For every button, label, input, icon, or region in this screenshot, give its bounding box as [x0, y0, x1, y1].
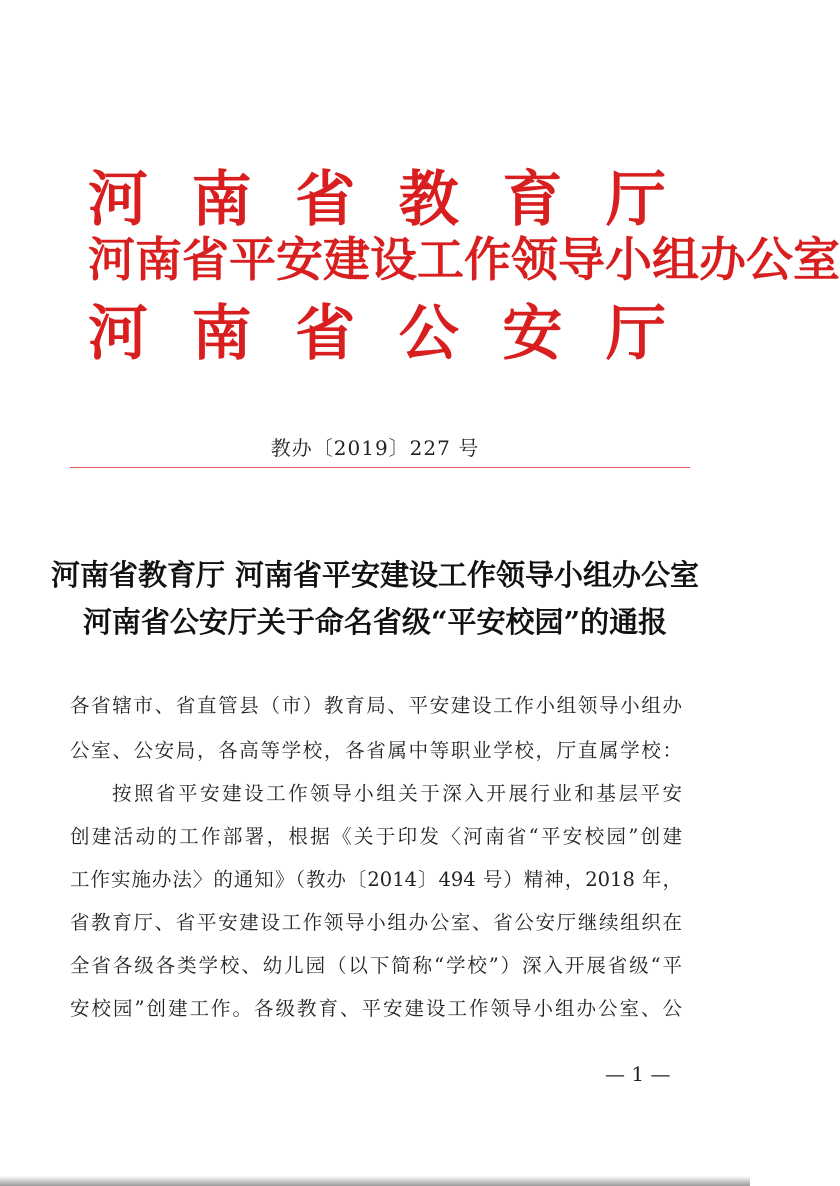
recipients-line: 各省辖市、省直管县（市）教育局、平安建设工作小组领导小组办	[70, 694, 682, 717]
issuer-char: 厅	[605, 299, 666, 369]
body-paragraph-line: 工作实施办法〉的通知》（教办〔2014〕494 号）精神，2018 年，	[70, 868, 682, 891]
issuer-char: 南	[191, 299, 252, 369]
issuer-char: 厅	[605, 165, 666, 235]
document-title-line-1: 河南省教育厅 河南省平安建设工作领导小组办公室	[50, 558, 700, 592]
recipients-line: 公室、公安局，各高等学校，各省属中等职业学校，厅直属学校：	[70, 739, 682, 762]
issuer-char: 南	[191, 165, 252, 235]
body-paragraph-line: 安校园”创建工作。各级教育、平安建设工作领导小组办公室、公	[70, 997, 682, 1020]
issuer-header-line-2	[88, 233, 840, 288]
issuer-char: 育	[502, 165, 563, 235]
document-number: 教办〔2019〕227 号	[270, 436, 480, 460]
body-paragraph-line: 全省各级各类学校、幼儿园（以下简称“学校”）深入开展省级“平	[70, 954, 682, 977]
page-number: — 1 —	[605, 1062, 671, 1086]
issuer-char: 省	[295, 165, 356, 235]
issuer-header-line-1	[88, 165, 666, 235]
body-paragraph-line: 省教育厅、省平安建设工作领导小组办公室、省公安厅继续组织在	[70, 911, 682, 934]
issuer-char: 河	[88, 299, 148, 369]
issuer-char: 教	[398, 165, 459, 235]
document-title-line-2: 河南省公安厅关于命名省级“平安校园”的通报	[82, 605, 668, 639]
page-bottom-shadow	[0, 1176, 750, 1186]
issuer-char: 河	[88, 165, 148, 235]
issuer-name: 河南省平安建设工作领导小组办公室	[88, 233, 840, 288]
red-divider	[70, 467, 690, 468]
body-paragraph-line: 创建活动的工作部署，根据《关于印发〈河南省“平安校园”创建	[70, 825, 682, 848]
issuer-char: 安	[502, 299, 563, 369]
issuer-char: 省	[295, 299, 356, 369]
issuer-char: 公	[398, 299, 459, 369]
issuer-header-line-3	[88, 299, 666, 369]
body-paragraph-line: 按照省平安建设工作领导小组关于深入开展行业和基层平安	[112, 782, 682, 805]
